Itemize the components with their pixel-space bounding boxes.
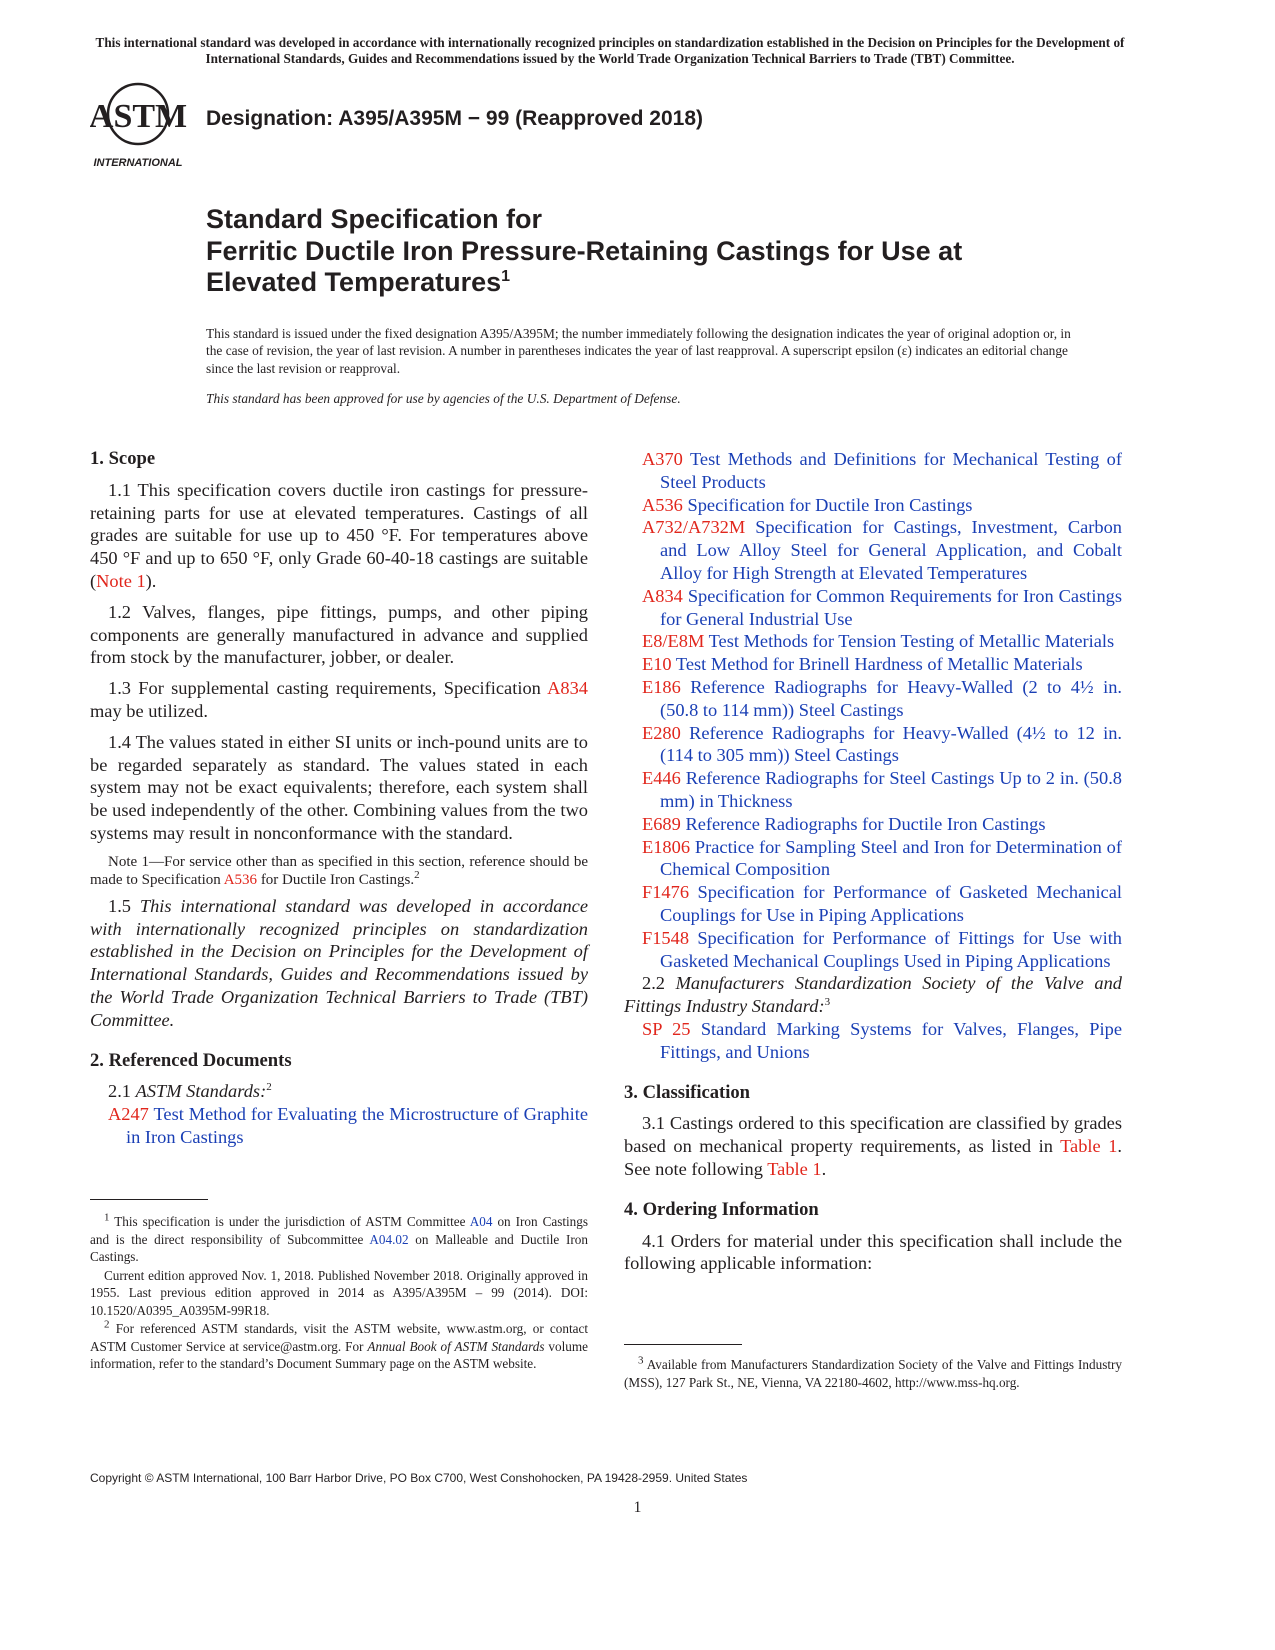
issuance-statement: This standard is issued under the fixed designation A395/A395M; the number immediately following the designation indicates the year of original adoption or, in the case of revision, the year of last revision. A number in parentheses indicates the year of last reapproval. A superscript epsilon (ε) indicates an editorial change since the last revision or reapproval. bbox=[206, 326, 1071, 376]
a834-link[interactable]: A834 bbox=[547, 678, 588, 699]
section-heading-ordering-information: 4. Ordering Information bbox=[624, 1198, 819, 1220]
footnotes-left bbox=[90, 1213, 588, 1374]
footnote-2: $^2$ For referenced ASTM standards, visit the ASTM website, www.astm.org, or contact ASTM Customer Service at service@astm.org. For Annual Book of ASTM Standards volume information, refer to the standard’s Document Summary page on the ASTM website. bbox=[90, 1318, 588, 1371]
table-1-link[interactable]: Table 1 bbox=[767, 1158, 822, 1179]
a04-link[interactable]: A04 bbox=[469, 1214, 493, 1229]
title-line-1: Standard Specification for bbox=[206, 204, 543, 234]
section-heading-scope: 1. Scope bbox=[90, 448, 156, 469]
reference-item[interactable]: E10 Test Method for Brinell Hardness of Metallic Materials bbox=[642, 654, 1083, 675]
footnote-rule-left bbox=[90, 1199, 208, 1200]
reference-item[interactable]: A536 Specification for Ductile Iron Castings bbox=[642, 494, 973, 515]
section-heading-classification: 3. Classification bbox=[624, 1081, 751, 1103]
paragraph-1-2: 1.2 Valves, flanges, pipe fittings, pumps, and other piping components are generally manufactured in advance and supplied from stock by the manufacturer, jobber, or dealer. bbox=[90, 601, 588, 668]
dod-approval-note: This standard has been approved for use by agencies of the U.S. Department of Defense. bbox=[206, 391, 681, 406]
footnote-rule-right bbox=[624, 1344, 742, 1345]
table-1-link[interactable]: Table 1 bbox=[1060, 1136, 1118, 1157]
a04-02-link[interactable]: A04.02 bbox=[369, 1231, 409, 1247]
reference-item[interactable]: E689 Reference Radiographs for Ductile Iron Castings bbox=[642, 813, 1046, 834]
title-line-2: Ferritic Ductile Iron Pressure-Retaining Castings for Use at bbox=[206, 235, 963, 266]
left-column bbox=[90, 448, 588, 1149]
paragraph-1-4: 1.4 The values stated in either SI units or inch-pound units are to be regarded separately as standard. The values stated in each system may not be exact equivalents; therefore, each system shall be used independently of the other. Combining values from the two systems may result in nonconformance with the standard. bbox=[90, 731, 588, 843]
reference-item[interactable]: E186 Reference Radiographs for Heavy-Walled (2 to 4½ in. (50.8 to 114 mm)) Steel Castings bbox=[642, 676, 1122, 720]
reference-item[interactable]: A247 Test Method for Evaluating the Microstructure of Graphite in Iron Castings bbox=[108, 1104, 589, 1147]
paragraph-3-1: 3.1 Castings ordered to this specification are classified by grades based on mechanical property requirements, as listed in Table 1. See note following Table 1. bbox=[624, 1113, 1123, 1179]
designation: Designation: A395/A395M − 99 (Reapproved 2018) bbox=[206, 107, 703, 130]
logo-mark: ASTM bbox=[90, 98, 188, 135]
section-heading-referenced-documents: 2. Referenced Documents bbox=[90, 1049, 292, 1071]
astm-logo bbox=[90, 82, 190, 170]
title-footnote-mark: 1 bbox=[501, 268, 511, 285]
copyright-notice: Copyright © ASTM International, 100 Barr Harbor Drive, PO Box C700, West Conshohocken, PA 19428-2959. United States bbox=[90, 1471, 748, 1485]
logo-text: INTERNATIONAL bbox=[93, 157, 183, 169]
title-line-3: Elevated Temperatures bbox=[206, 267, 502, 297]
reference-item[interactable]: A370 Test Methods and Definitions for Mechanical Testing of Steel Products bbox=[642, 449, 1122, 492]
subsection-2-2: 2.2 Manufacturers Standardization Society of the Valve and Fittings Industry Standard:$^3$ bbox=[624, 973, 1122, 1017]
reference-item[interactable]: A732/A732M Specification for Castings, Investment, Carbon and Low Alloy Steel for General Application, and Cobalt Alloy for High Strength at Elevated Temperatures bbox=[642, 517, 1122, 583]
paragraph-1-3: 1.3 For supplemental casting requirements, Specification A834 may be utilized. bbox=[90, 678, 588, 721]
reference-item[interactable]: A834 Specification for Common Requirements for Iron Castings for General Industrial Use bbox=[642, 585, 1122, 629]
note-1: Note 1—For service other than as specified in this section, reference should be made to Specification A536 for Ductile Iron Castings.$^2$ bbox=[90, 853, 588, 888]
reference-item[interactable]: E8/E8M Test Methods for Tension Testing of Metallic Materials bbox=[642, 631, 1115, 652]
reference-item[interactable]: F1476 Specification for Performance of Gasketed Mechanical Couplings for Use in Piping Applications bbox=[642, 882, 1122, 925]
reference-item[interactable]: E280 Reference Radiographs for Heavy-Walled (4½ to 12 in. (114 to 305 mm)) Steel Castings bbox=[642, 722, 1122, 766]
note-1-label: Note 1 bbox=[108, 853, 150, 870]
reference-item[interactable]: SP 25 Standard Marking Systems for Valves, Flanges, Pipe Fittings, and Unions bbox=[642, 1018, 1122, 1062]
reference-item[interactable]: E446 Reference Radiographs for Steel Castings Up to 2 in. (50.8 mm) in Thickness bbox=[642, 768, 1122, 811]
footnote-3: $^3$ Available from Manufacturers Standardization Society of the Valve and Fittings Industry (MSS), 127 Park St., NE, Vienna, VA 22180-4602, http://www.mss-hq.org. bbox=[624, 1354, 1122, 1390]
international-standard-notice: This international standard was developed in accordance with internationally recognized principles on standardization established in the Decision on Principles for the Development of International Standards, Guides and Recommendations issued by the World Trade Organization Technical Barriers to Trade (TBT) Committee. bbox=[95, 35, 1125, 66]
reference-item[interactable]: E1806 Practice for Sampling Steel and Iron for Determination of Chemical Composition bbox=[642, 836, 1122, 880]
a536-link[interactable]: A536 bbox=[223, 871, 258, 888]
reference-item[interactable]: F1548 Specification for Performance of Fittings for Use with Gasketed Mechanical Couplings Used in Piping Applications bbox=[642, 927, 1122, 971]
footnote-1-edition: Current edition approved Nov. 1, 2018. Published November 2018. Originally approved in 1955. Last previous edition approved in 2014 as A395/A395M – 99 (2014). DOI: 10.1520/A0395_A0395M-99R18. bbox=[90, 1267, 588, 1318]
paragraph-1-5: 1.5 This international standard was developed in accordance with internationally recognized principles on standardization established in the Decision on Principles for the Development of International Standards, Guides and Recommendations issued by the World Trade Organization Technical Barriers to Trade (TBT) Committee. bbox=[90, 895, 588, 1030]
page-number: 1 bbox=[633, 1499, 642, 1516]
paragraph-1-1: 1.1 This specification covers ductile iron castings for pressure-retaining parts for use at elevated temperatures. Castings of all grades are suitable for use up to 450 °F. For temperatures above 450 °F and up to 650 °F, only Grade 60-40-18 castings are suitable (Note 1). bbox=[90, 479, 588, 591]
paragraph-4-1: 4.1 Orders for material under this specification shall include the following applicable information: bbox=[624, 1230, 1122, 1274]
right-column bbox=[624, 448, 1122, 1283]
note-1-link[interactable]: Note 1 bbox=[96, 570, 146, 591]
footnotes-right bbox=[624, 1356, 1122, 1392]
footnote-1: $^1$ This specification is under the jurisdiction of ASTM Committee A04 on Iron Castings and is the direct responsibility of Subcommittee A04.02 on Malleable and Ductile Iron Castings. bbox=[90, 1211, 589, 1264]
subsection-2-1: 2.1 ASTM Standards:$^2$ bbox=[108, 1081, 272, 1102]
document-title bbox=[206, 204, 1126, 299]
